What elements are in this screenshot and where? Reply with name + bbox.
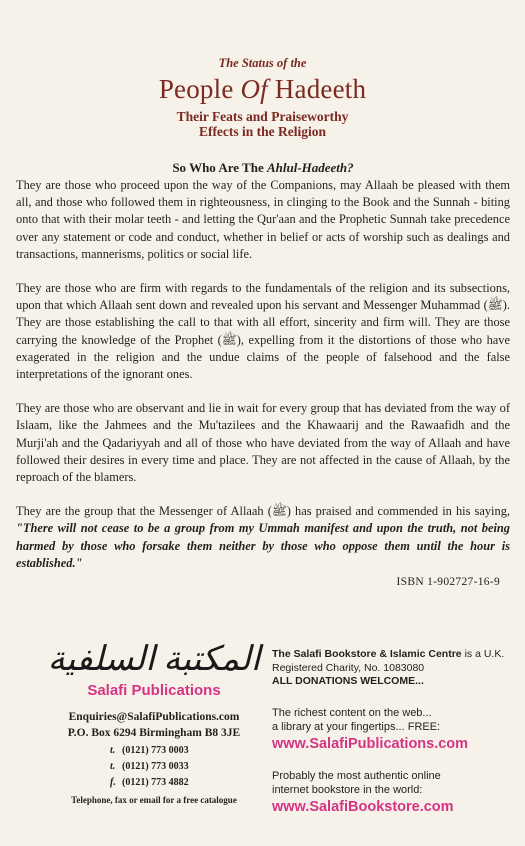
paragraph-2: They are those who are firm with regards to the fundamentals of the religion and its subsections, upon that which Allaah sent down and revealed upon his servant and Messenger Muhammad (ﷺ). They are those establishing the call to that with all effort, sincerity and firm will. They are those carrying the knowledge of the Prophet (ﷺ), expelling from it the distortions of those who have exagerated in the religion and the undue claims of the people of falsehood and the false interpretations of the ignorant ones. — [16, 281, 510, 382]
catalogue-note: Telephone, fax or email for a free catalogue — [71, 795, 237, 805]
blurb — [16, 160, 510, 589]
subtitle-line-2: Effects in the Religion — [198, 124, 327, 139]
phone-row-1: t. (0121) 773 0003 — [110, 745, 189, 756]
subtitle-line-1: Their Feats and Praiseworthy — [176, 109, 349, 124]
title-of: Of — [240, 74, 268, 104]
book-title — [0, 74, 525, 104]
hadith-quote: "There will not cease to be a group from my Ummah manifest and upon the truth, not being harmed by those who forsake them neither by those who oppose them until the hour is established." — [16, 521, 510, 570]
publisher-name: Salafi Publications — [87, 682, 221, 699]
charity-info — [272, 648, 512, 815]
postal-address: P.O. Box 6294 Birmingham B8 3JE — [67, 727, 241, 739]
publications-url[interactable]: www.SalafiPublications.com — [272, 735, 469, 752]
title-post: Hadeeth — [267, 74, 367, 104]
bookstore-promo: Probably the most authentic online internet bookstore in the world: — [272, 769, 441, 796]
section-question: So Who Are The Ahlul-Hadeeth? — [172, 160, 354, 175]
title-kicker: The Status of the — [218, 56, 307, 70]
book-header — [0, 56, 525, 139]
question-emphasis: Ahlul-Hadeeth? — [266, 160, 354, 175]
title-pre: People — [158, 74, 241, 104]
bookstore-url[interactable]: www.SalafiBookstore.com — [272, 798, 454, 815]
paragraph-3: They are those who are observant and lie in wait for every group that has deviated from the way of Islaam, like the Jahmees and the Mu'tazilees and the Khawaarij and the Rawaafidh and the Murji'ah and the Qadariyyah and all of those who have deviated from the way of Allaah and have followed their desires in every time and place. They are not affected in the cause of Allaah, by the reproach of the blamers. — [16, 401, 510, 485]
book-subtitle — [0, 109, 525, 139]
email-link[interactable]: Enquiries@SalafiPublications.com — [68, 711, 240, 723]
paragraph-4: They are the group that the Messenger of Allaah (ﷺ) has praised and commended in his saying, "There will not cease to be a group from my Ummah manifest and upon the truth, not being harmed by those who forsake them neither by those who oppose them until the hour is established." — [16, 504, 510, 570]
arabic-logo: المكتبة السلفية — [47, 641, 261, 678]
isbn: ISBN 1-902727-16-9 — [396, 576, 500, 588]
publications-promo: The richest content on the web... a library at your fingertips... FREE: — [272, 706, 441, 733]
paragraph-1: They are those who proceed upon the way of the Companions, may Allaah be pleased with them all, and those who followed them in righteousness, in clinging to the Book and the Sunnah - biting onto that with their molar teeth - and letting the Qur'aan and the Prophetic Sunnah take precedence over any statement or code and conduct, whether in belief or acts of worship such as dealings and transactions, mannerisms, politics or social life. — [16, 178, 510, 261]
phone-list — [40, 743, 268, 791]
donations-line: ALL DONATIONS WELCOME... — [272, 675, 424, 687]
phone-row-2: t. (0121) 773 0033 — [110, 761, 189, 772]
charity-name: The Salafi Bookstore & Islamic Centre — [272, 648, 462, 660]
charity-statement: The Salafi Bookstore & Islamic Centre is a U.K. Registered Charity, No. 1083080 ALL DONATIONS WELCOME... — [272, 648, 512, 689]
publisher-contact — [40, 640, 268, 805]
fax-row: f. (0121) 773 4882 — [110, 777, 189, 788]
